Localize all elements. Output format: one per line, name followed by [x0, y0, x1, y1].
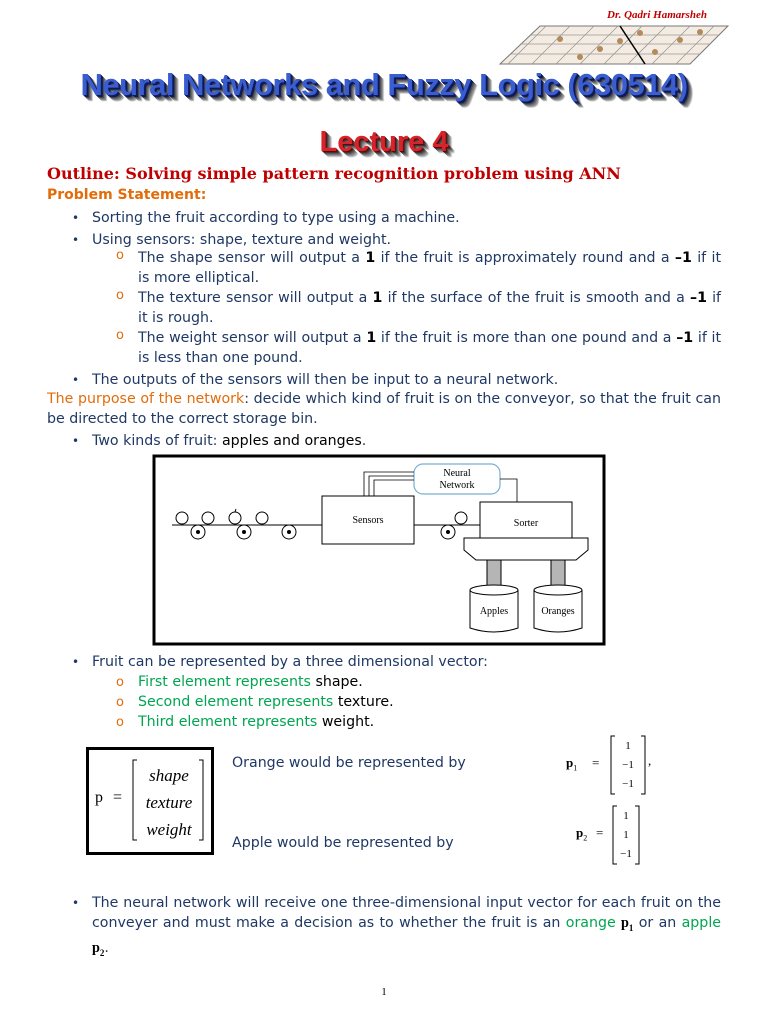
p1-symbol: $p_1$ — [566, 755, 578, 773]
element-value: weight — [321, 714, 370, 730]
p1-value: −1 — [622, 778, 634, 790]
bullet-text: Fruit can be represented by a three dimensional vector: — [92, 654, 488, 670]
sensor-text: and a — [631, 330, 672, 346]
apples-chute — [487, 560, 501, 588]
p1-value: −1 — [622, 759, 634, 771]
header-logo-image — [470, 24, 730, 66]
orange-fruit-icon — [256, 512, 268, 524]
sensor-value-minus-one: –1 — [674, 250, 692, 266]
element-item: o First element represents shape. — [116, 674, 363, 690]
final-apple: apple — [681, 915, 721, 931]
sorter-label: Sorter — [513, 518, 539, 529]
sensor-value-minus-one: –1 — [676, 330, 694, 346]
two-kinds-prefix: Two kinds of fruit: — [92, 433, 222, 449]
bullet-icon: • — [72, 434, 80, 448]
sensor-weight-item — [116, 328, 721, 368]
p2-value: −1 — [620, 848, 632, 860]
purpose-paragraph — [47, 389, 721, 429]
sensor-value-one: 1 — [372, 290, 383, 306]
element-value: shape — [315, 674, 359, 690]
sensor-text: if it is less than one pound. — [138, 330, 722, 366]
bullet-icon: • — [72, 896, 80, 910]
final-p1: $p_1$ — [621, 915, 634, 933]
sub-bullet-icon: o — [116, 288, 124, 303]
sensor-value-one: 1 — [366, 330, 377, 346]
bullet-list-item — [72, 230, 392, 250]
final-or-an: or an — [638, 915, 677, 931]
element-label: Second element represents — [138, 694, 334, 710]
sensor-texture-item — [116, 288, 721, 328]
sensor-text: if it is rough. — [138, 290, 722, 326]
bullet-text: The outputs of the sensors will then be input to a neural network. — [92, 372, 559, 388]
p1-value: 1 — [625, 740, 631, 752]
element-item: o Third element represents weight. — [116, 714, 375, 730]
final-orange: orange — [565, 915, 616, 931]
equals-sign: = — [596, 825, 604, 840]
bullet-list-item — [72, 370, 559, 390]
bullet-text: Sorting the fruit according to type using a machine. — [92, 210, 460, 226]
sensor-text: and a — [644, 290, 685, 306]
orange-description: Orange would be represented by — [232, 755, 466, 771]
oranges-chute — [551, 560, 565, 588]
final-text: The neural network will receive one three-dimensional input vector for each fruit on the conveyer and must make a decision as to whether the fruit is an — [92, 895, 721, 931]
apples-bin-label: Apples — [479, 606, 509, 617]
bullet-icon: • — [72, 655, 80, 669]
equals-sign: = — [113, 789, 123, 806]
bullet-text: Using sensors: shape, texture and weight. — [92, 232, 392, 248]
two-kinds-fruits: apples and oranges — [221, 433, 362, 449]
neural-network-label-line2: Network — [439, 480, 475, 491]
course-title: Neural Networks and Fuzzy Logic (630514) — [80, 67, 688, 102]
page-number: 1 — [381, 986, 387, 998]
orange-fruit-icon — [176, 512, 188, 524]
problem-statement-heading: Problem Statement: — [47, 187, 207, 203]
sensor-text: if the surface of the fruit is smooth — [387, 290, 640, 306]
sensor-text: The weight sensor will output a — [138, 330, 362, 346]
vector-row-shape: shape — [149, 766, 189, 785]
sub-bullet-icon: o — [116, 248, 124, 263]
p2-value: 1 — [623, 810, 629, 822]
sensor-text: and a — [628, 250, 670, 266]
p-vector-box — [86, 747, 214, 855]
final-bullet: • The neural network will receive one three-dimensional input vector for each fruit on the conveyer and must make a decision as to whether the fruit is an orange $p_1$ or an apple $p_2$. — [72, 895, 721, 958]
element-value: texture — [337, 694, 390, 710]
bullet-list-item — [72, 652, 488, 672]
element-item: o Second element represents texture. — [116, 694, 394, 710]
fruit-sorting-diagram — [152, 454, 606, 646]
sorter-hopper — [464, 538, 588, 560]
bullet-icon: • — [72, 233, 80, 247]
equals-sign: = — [592, 755, 600, 770]
sensor-value-minus-one: –1 — [689, 290, 707, 306]
sensor-text: if the fruit is more than one pound — [380, 330, 627, 346]
p2-value: 1 — [623, 829, 629, 841]
bullet-icon: • — [72, 211, 80, 225]
sensor-value-one: 1 — [365, 250, 376, 266]
p-symbol: p — [95, 789, 103, 806]
sensors-label: Sensors — [352, 515, 384, 526]
purpose-label: The purpose of the network — [47, 391, 245, 407]
element-label: First element represents — [138, 674, 311, 690]
sensor-text: The texture sensor will output a — [138, 290, 368, 306]
bullet-icon: • — [72, 373, 80, 387]
oranges-bin-label: Oranges — [541, 606, 575, 617]
vector-row-weight: weight — [146, 820, 192, 839]
p2-vector — [576, 805, 656, 865]
bullet-list-item — [72, 208, 460, 228]
sub-bullet-icon: o — [116, 675, 124, 690]
purpose-text: : decide which kind of fruit is on the conveyor, so that the fruit can be directed to the correct storage bin. — [47, 391, 721, 427]
sub-bullet-icon: o — [116, 328, 124, 343]
final-p2: $p_2$ — [92, 939, 105, 958]
sub-bullet-icon: o — [116, 715, 124, 730]
vector-row-texture: texture — [145, 793, 193, 812]
apple-description: Apple would be represented by — [232, 835, 454, 851]
neural-network-label-line1: Neural — [443, 468, 471, 479]
orange-fruit-icon — [202, 512, 214, 524]
p1-vector — [566, 735, 676, 795]
lecture-number: Lecture 4 — [319, 126, 449, 158]
apple-fruit-icon — [229, 512, 241, 524]
sensor-text: if it is more elliptical. — [138, 250, 722, 286]
element-label: Third element represents — [138, 714, 318, 730]
orange-fruit-icon — [455, 512, 467, 524]
p2-symbol: $p_2$ — [576, 825, 588, 843]
sensor-shape-item — [116, 248, 721, 288]
sub-bullet-icon: o — [116, 695, 124, 710]
outline-heading: Outline: Solving simple pattern recognition problem using ANN — [47, 164, 621, 183]
comma: , — [648, 753, 652, 768]
two-kinds-suffix: . — [361, 433, 367, 449]
bullet-list-item — [72, 431, 367, 451]
sensor-text: if the fruit is approximately round — [380, 250, 624, 266]
author-name: Dr. Qadri Hamarsheh — [607, 9, 707, 21]
sensor-text: The shape sensor will output a — [138, 250, 360, 266]
